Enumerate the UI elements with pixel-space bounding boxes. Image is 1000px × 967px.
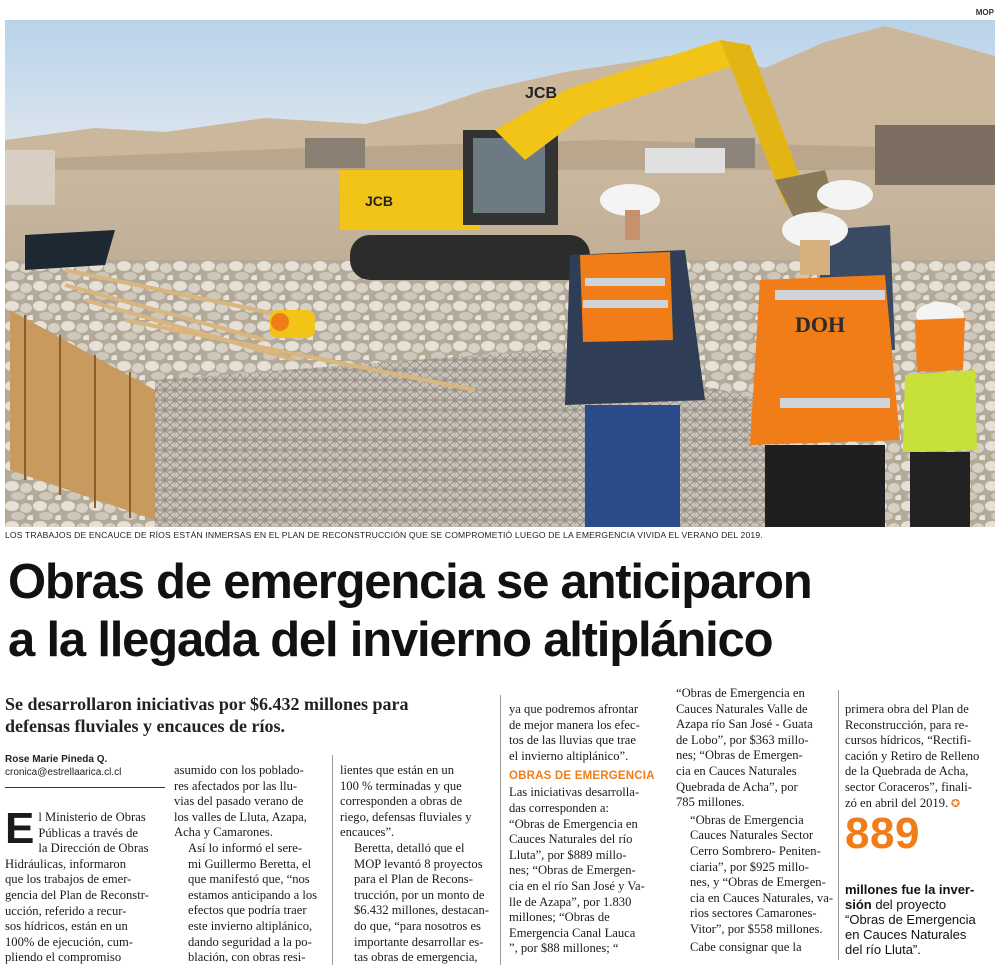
- text-line: asumido con los poblado-: [174, 763, 304, 777]
- excavator-arm-logo: JCB: [525, 85, 558, 102]
- fact-line: del río Lluta”.: [845, 942, 921, 957]
- photo-caption: LOS TRABAJOS DE ENCAUCE DE RÍOS ESTÁN INMERSAS EN EL PLAN DE RECONSTRUCCIÓN QUE SE COMPROMETIÓ LUEGO DE LA EMERGENCIA VIVIDA EL VERANO DEL 2019.: [5, 530, 763, 540]
- subheadline-line-2: defensas fluviales y encauces de ríos.: [5, 716, 285, 736]
- text-line: Vitor”, por $558 millones.: [690, 921, 823, 936]
- body-column-2: [174, 763, 326, 966]
- text-line: vias del pasado verano de: [174, 794, 304, 809]
- text-line: Hidráulicas, informaron: [5, 856, 126, 871]
- column-divider: [332, 755, 333, 965]
- text-line: 100 % terminadas y que: [340, 778, 462, 793]
- text-line: de Lobo”, por $363 millo-: [676, 732, 809, 747]
- text-line: ya que podremos afrontar: [509, 702, 639, 716]
- text-line: ”, por $88 millones; “: [509, 941, 619, 956]
- text-line: pliendo el compromiso: [5, 950, 122, 965]
- photo-credit: MOP: [975, 8, 994, 17]
- text-line: rios sectores Camarones-: [690, 906, 817, 921]
- text-line: sos hídricos, están en un: [5, 919, 128, 934]
- body-column-5: [676, 686, 832, 955]
- text-line: Públicas a través de: [38, 825, 139, 840]
- text-line: cursos hídricos, “Rectifi-: [845, 733, 972, 748]
- text-line: l Ministerio de Obras: [38, 810, 146, 824]
- text-line: Cauces Naturales Valle de: [676, 701, 808, 716]
- author-email[interactable]: cronica@estrellaarica.cl.cl: [5, 767, 122, 778]
- text-line: encauces”.: [340, 825, 395, 840]
- text-line: que los trabajos de emer-: [5, 872, 132, 887]
- headline: [8, 553, 998, 669]
- text-line: Las iniciativas desarrolla-: [509, 785, 640, 800]
- text-line: nes; “Obras de Emergen-: [676, 748, 803, 763]
- text-line: riego, defensas fluviales y: [340, 809, 472, 824]
- text-line: “Obras de Emergencia en: [509, 816, 638, 831]
- text-line: res afectados por las llu-: [174, 778, 298, 793]
- text-line: Cabe consignar que la: [690, 939, 802, 954]
- text-line: gencia del Plan de Reconstr-: [5, 887, 149, 902]
- construction-scene-illustration: [5, 20, 995, 527]
- text-line: Azapa río San José - Guata: [676, 717, 813, 732]
- text-line: los valles de Lluta, Azapa,: [174, 809, 307, 824]
- text-line: do que, “para nosotros es: [354, 918, 481, 933]
- news-photo: [5, 20, 995, 527]
- excavator-brand-logo: JCB: [365, 193, 394, 209]
- subheadline: [5, 693, 495, 737]
- text-line: tos de las lluvias que trae: [509, 733, 636, 748]
- fact-bold-text: millones fue la inver-: [845, 882, 975, 897]
- section-heading: OBRAS DE EMERGENCIA: [509, 770, 655, 783]
- text-line: nes; “Obras de Emergen-: [509, 863, 636, 878]
- text-line: lle de Azapa”, por 1.830: [509, 894, 632, 909]
- text-line: primera obra del Plan de: [845, 702, 969, 716]
- body-paragraph: [509, 702, 663, 764]
- headline-line-2: a la llegada del invierno altiplánico: [8, 613, 773, 667]
- text-line: el invierno altiplánico”.: [509, 748, 629, 763]
- text-line: Lluta”, por $889 millo-: [509, 847, 627, 862]
- text-line: Así lo informó el sere-: [188, 840, 303, 855]
- text-line: trucción, por un monto de: [354, 887, 485, 902]
- column-divider: [500, 695, 501, 965]
- body-column-6: [845, 702, 995, 812]
- body-paragraph: [845, 702, 995, 812]
- text-line: Cauces Naturales Sector: [690, 828, 814, 843]
- text-line: $6.432 millones, destacan-: [354, 903, 490, 918]
- author-name: Rose Marie Pineda Q.: [5, 754, 108, 765]
- text-line: millones; “Obras de: [509, 910, 610, 925]
- text-line: de la Quebrada de Acha,: [845, 764, 969, 779]
- text-line: ucción, referido a recur-: [5, 903, 127, 918]
- body-column-1: [5, 804, 163, 966]
- text-line: importante desarrollar es-: [354, 934, 484, 949]
- text-line: para el Plan de Recons-: [354, 872, 473, 887]
- text-line: Quebrada de Acha”, por: [676, 779, 798, 794]
- fact-box: [845, 882, 995, 957]
- text-line: efectos que podría traer: [188, 903, 307, 918]
- text-line: zó en abril del 2019. ✪: [845, 795, 961, 810]
- text-line: nes, y “Obras de Emergen-: [690, 875, 826, 890]
- text-line: Acha y Camarones.: [174, 825, 273, 840]
- text-line: 785 millones.: [676, 795, 745, 810]
- column-divider: [838, 690, 839, 960]
- text-line: blación, con obras resi-: [188, 950, 306, 965]
- text-line: Emergencia Canal Lauca: [509, 925, 636, 940]
- text-line: de mejor manera los efec-: [509, 717, 640, 732]
- text-line: tas obras de emergencia,: [354, 950, 478, 965]
- body-column-3: [340, 763, 492, 966]
- text-line: cia en Cauces Naturales, va-: [690, 890, 834, 905]
- text-line: que manifestó que, “nos: [188, 872, 310, 887]
- byline-divider: [5, 787, 165, 788]
- text-line: ciaria”, por $925 millo-: [690, 859, 809, 874]
- text-line: 100% de ejecución, cum-: [5, 934, 133, 949]
- text-line: Cauces Naturales del río: [509, 832, 633, 847]
- text-line: Beretta, detalló que el: [354, 840, 465, 855]
- text-line: Reconstrucción, para re-: [845, 717, 969, 732]
- drop-cap: E: [5, 804, 35, 853]
- body-paragraph: [174, 763, 326, 841]
- text-line: Cerro Sombrero- Peniten-: [690, 843, 821, 858]
- highlight-number: 889: [845, 809, 920, 858]
- body-paragraph: [174, 841, 326, 966]
- byline: [5, 753, 175, 788]
- body-paragraph: [676, 686, 832, 811]
- text-line: cia en Cauces Naturales: [676, 763, 797, 778]
- text-line: corresponden a obras de: [340, 794, 463, 809]
- headline-line-1: Obras de emergencia se anticiparon: [8, 555, 812, 609]
- vest-text: DOH: [795, 312, 846, 337]
- body-paragraph: [676, 813, 832, 938]
- text-line: cación y Retiro de Relleno: [845, 748, 980, 763]
- text-line: “Obras de Emergencia en: [676, 686, 805, 700]
- end-of-article-icon: ✪: [948, 797, 961, 810]
- text-line: dando seguridad a la po-: [188, 934, 312, 949]
- body-paragraph: [340, 763, 492, 841]
- text-line: la Dirección de Obras: [38, 841, 149, 856]
- text-line: sector Coraceros”, finali-: [845, 779, 972, 794]
- body-paragraph: [340, 841, 492, 966]
- fact-line: “Obras de Emergencia: [845, 912, 976, 927]
- text-line: MOP levantó 8 proyectos: [354, 856, 483, 871]
- text-line: este invierno altiplánico,: [188, 918, 313, 933]
- fact-line: en Cauces Naturales: [845, 927, 967, 942]
- text-line: “Obras de Emergencia: [690, 812, 804, 827]
- body-paragraph: [509, 785, 663, 957]
- body-paragraph: [676, 940, 832, 956]
- text-line: das corresponden a:: [509, 800, 610, 815]
- subheadline-line-1: Se desarrollaron iniciativas por $6.432 millones para: [5, 694, 409, 714]
- text-line: estamos anticipando a los: [188, 887, 318, 902]
- body-column-4: [509, 702, 663, 957]
- text-line: mi Guillermo Beretta, el: [188, 856, 312, 871]
- fact-text: del proyecto: [871, 897, 947, 912]
- text-line: cia en el río San José y Va-: [509, 878, 645, 893]
- text-line: lientes que están en un: [340, 763, 455, 777]
- fact-bold-text-2: sión: [845, 897, 872, 912]
